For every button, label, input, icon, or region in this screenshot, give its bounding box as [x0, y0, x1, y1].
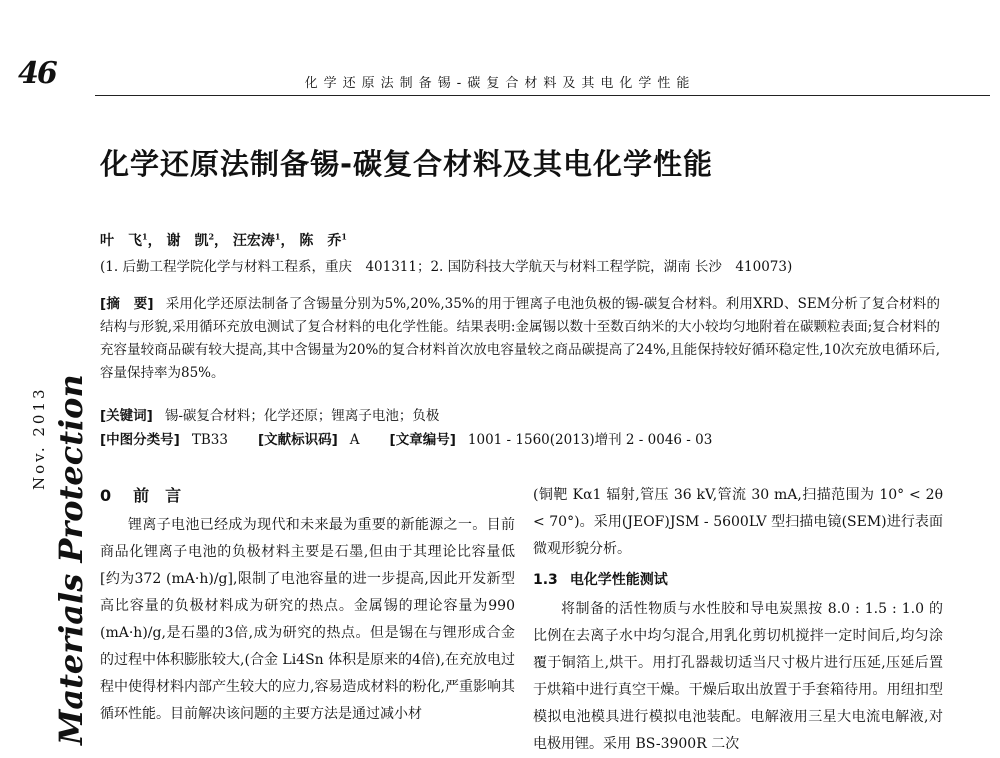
- classification-line: [100, 428, 712, 448]
- author-affiliation-mark: 1: [142, 231, 148, 242]
- affiliations: (1. 后勤工程学院化学与材料工程系，重庆 401311；2. 国防科技大学航天与材料工程学院，湖南 长沙 410073): [100, 259, 793, 275]
- body-paragraph: 锂离子电池已经成为现代和未来最为重要的新能源之一。目前商品化锂离子电池的负极材料主要是石墨,但由于其理论比容量低[约为372 (mA·h)/g],限制了电池容量的进一步提高,因此开发新型高比容量的负极材料成为研究的热点。金属锡的理论容量为990 (mA·h)/g,是石墨的3倍,成为研究的热点。但是锡在与锂形成合金的过程中体积膨胀较大,(合金 Li4Sn 体积是原来的4倍),在充放电过程中使得材料内部产生较大的应力,容易造成材料的粉化,严重影响其循环性能。目前解决该问题的主要方法是通过减小材: [100, 517, 515, 722]
- clc-value: TB33: [191, 432, 228, 448]
- abstract: [100, 293, 940, 385]
- article-title: 化学还原法制备锡-碳复合材料及其电化学性能: [100, 147, 714, 181]
- body-paragraph-continuation: (铜靶 Kα1 辐射,管压 36 kV,管流 30 mA,扫描范围为 10° < 2θ < 70°)。采用(JEOF)JSM - 5600LV 型扫描电镜(SEM)进行表面微观形貌分析。: [533, 487, 943, 557]
- doc-code-value: A: [349, 432, 360, 448]
- running-header: 化学还原法制备锡-碳复合材料及其电化学性能: [304, 76, 696, 91]
- author-name: 陈 乔: [299, 233, 342, 249]
- section-number: 0: [100, 486, 112, 505]
- left-column: [100, 512, 515, 728]
- abstract-text: 采用化学还原法制备了含锡量分别为5%,20%,35%的用于锂离子电池负极的锡-碳复合材料。利用XRD、SEM分析了复合材料的结构与形貌,采用循环充放电测试了复合材料的电化学性能。结果表明:金属锡以数十至数百纳米的大小较均匀地附着在碳颗粒表面;复合材料的充容量较商品碳有较大提高,其中含锡量为20%的复合材料首次放电容量较之商品碳提高了24%,且能保持较好循环稳定性,10次充放电循环后,容量保持率为85%。: [100, 296, 940, 381]
- keywords-text: 锡-碳复合材料；化学还原；锂离子电池；负极: [164, 408, 440, 424]
- header-rule: [95, 95, 990, 96]
- author-list: 叶 飞$^1$， 谢 凯$^2$， 汪宏涛$^1$， 陈 乔$^1$: [100, 231, 347, 249]
- author-name: 谢 凯: [166, 233, 209, 249]
- body-paragraph: 将制备的活性物质与水性胶和导电炭黑按 8.0 : 1.5 : 1.0 的比例在去离子水中均匀混合,用乳化剪切机搅拌一定时间后,均匀涂覆于铜箔上,烘干。用打孔器裁切适当尺寸极片进行压延,压延后置于烘箱中进行真空干燥。干燥后取出放置于手套箱待用。用纽扣型模拟电池模具进行模拟电池装配。电解液用三星大电流电解液,对电极用锂。采用 BS-3900R 二次: [533, 601, 943, 752]
- author-name: 汪宏涛: [232, 233, 275, 249]
- section-heading-introduction: [100, 483, 181, 506]
- article-number-label: [文章编号]: [389, 432, 456, 448]
- section-title-part: 言: [165, 486, 182, 505]
- section-heading-electrochemical-test: [533, 567, 943, 594]
- author-affiliation-mark: 1: [341, 231, 347, 242]
- right-column: [533, 482, 943, 758]
- side-journal-name: Materials Protection: [52, 374, 90, 745]
- author-name: 叶 飞: [100, 233, 142, 249]
- article-number-value: 1001 - 1560(2013)增刊 2 - 0046 - 03: [467, 432, 713, 448]
- author-affiliation-mark: 1: [274, 231, 281, 242]
- section-title-part: 前: [133, 486, 150, 505]
- abstract-label: [摘 要]: [100, 296, 154, 312]
- keywords: [100, 404, 439, 424]
- section-title: 电化学性能测试: [569, 572, 668, 588]
- author-affiliation-mark: 2: [208, 231, 215, 242]
- side-issue-date: Nov. 2013: [30, 386, 48, 490]
- section-number: 1.3: [533, 572, 558, 588]
- doc-code-label: [文献标识码]: [257, 432, 338, 448]
- page-number: 46: [18, 56, 56, 91]
- clc-label: [中图分类号]: [100, 432, 180, 448]
- keywords-label: [关键词]: [100, 408, 153, 424]
